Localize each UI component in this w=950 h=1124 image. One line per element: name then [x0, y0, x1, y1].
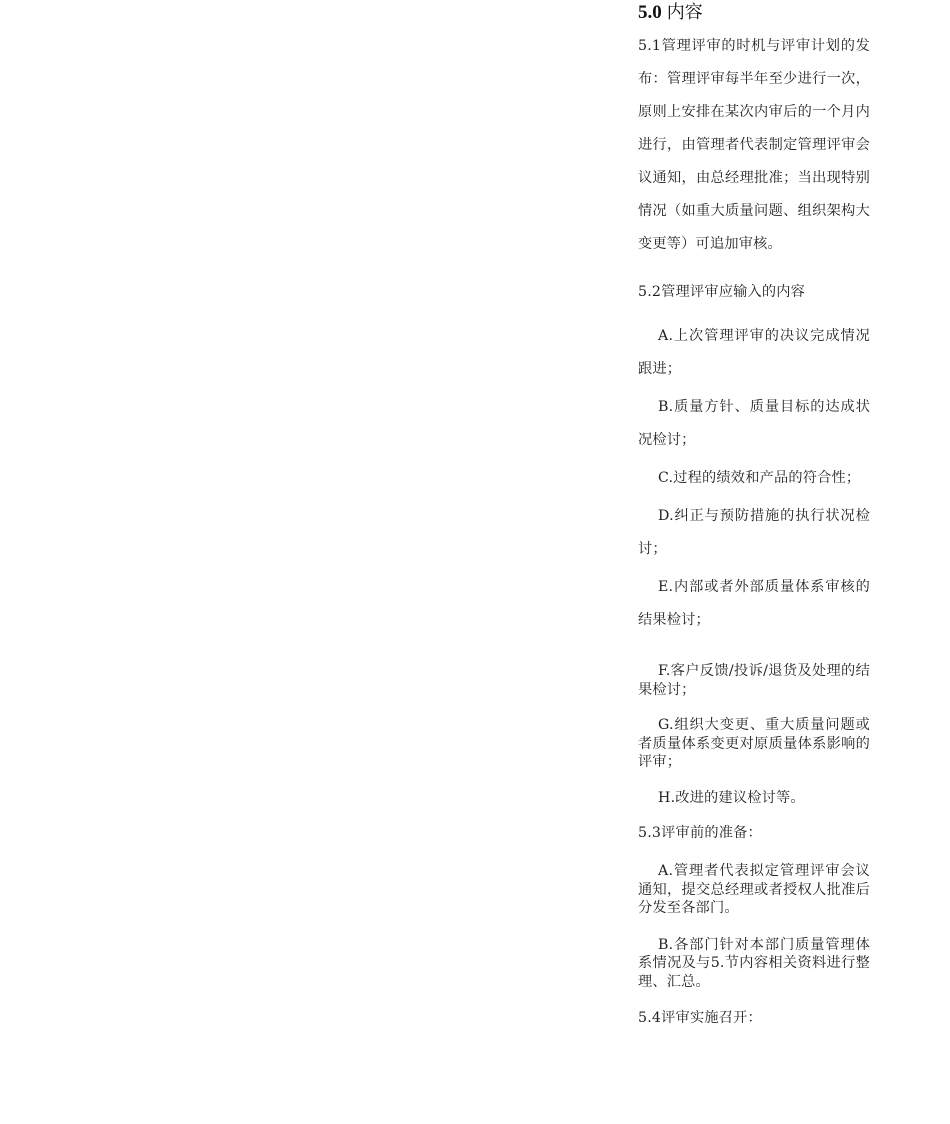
paragraph-5-3-preparation: 5.3评审前的准备：	[638, 825, 762, 841]
input-item-g: G.组织大变更、重大质量问题或者质量体系变更对原质量体系影响的评审；	[638, 717, 870, 770]
paragraph-5-2-review-inputs: 5.2管理评审应输入的内容	[638, 284, 806, 300]
input-item-e: E.内部或者外部质量体系审核的结果检讨；	[638, 579, 870, 628]
document-column	[638, 0, 870, 1028]
input-item-a: A.上次管理评审的决议完成情况跟进；	[638, 328, 870, 377]
input-item-b: B.质量方针、质量目标的达成状况检讨；	[638, 399, 870, 448]
input-item-d: D.纠正与预防措施的执行状况检讨；	[638, 508, 870, 557]
input-item-h: H.改进的建议检讨等。	[658, 789, 805, 806]
input-item-f: F.客户反馈/投诉/退货及处理的结果检讨；	[638, 663, 870, 698]
section-heading	[638, 0, 870, 27]
preparation-item-a: A.管理者代表拟定管理评审会议通知，提交总经理或者授权人批准后分发至各部门。	[638, 863, 870, 916]
section-title: 内容	[666, 2, 703, 23]
preparation-item-b: B.各部门针对本部门质量管理体系情况及与5.节内容相关资料进行整理、汇总。	[638, 936, 870, 990]
input-item-c: C.过程的绩效和产品的符合性；	[658, 470, 861, 486]
section-number: 5.0	[638, 2, 662, 23]
paragraph-5-1-review-timing: 5.1管理评审的时机与评审计划的发布：管理评审每半年至少进行一次，原则上安排在某次内审后的一个月内进行，由管理者代表制定管理评审会议通知，由总经理批准；当出现特别情况（如重大质量问题、组织架构大变更等）可追加审核。	[638, 38, 870, 252]
paragraph-5-4-review-meeting: 5.4评审实施召开：	[638, 1010, 762, 1026]
